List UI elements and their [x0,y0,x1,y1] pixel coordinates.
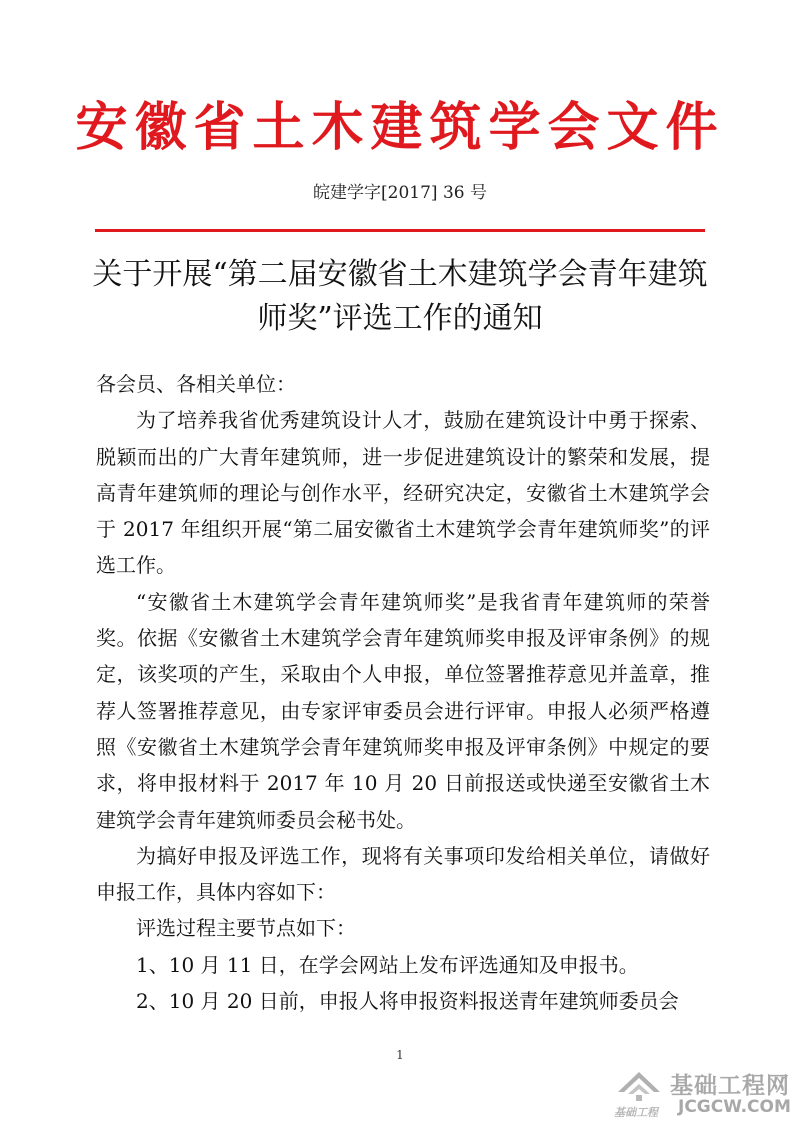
house-chevron-icon [616,1068,662,1104]
watermark-site-name: 基础工程网 [670,1073,790,1099]
masthead-title: 安徽省土木建筑学会文件 [75,98,725,158]
page-number: 1 [396,1048,404,1062]
site-watermark [608,1064,794,1124]
body-paragraph: 评选过程主要节点如下： [136,916,356,941]
notice-title: 关于开展“第二届安徽省土木建筑学会青年建筑师奖”评选工作的通知 [92,257,708,336]
watermark-url: JCGCW.COM [678,1097,791,1117]
body-paragraph: 1、10 月 11 日，在学会网站上发布评选通知及申报书。 [136,952,639,977]
watermark-script-text: 基础工程 [614,1106,658,1119]
body-paragraph: 为搞好申报及评选工作，现将有关事项印发给相关单位，请做好申报工作，具体内容如下： [96,843,710,905]
body-paragraph: “安徽省土木建筑学会青年建筑师奖”是我省青年建筑师的荣誉奖。依据《安徽省土木建筑学会青年建筑师奖申报及评审条例》的规定，该奖项的产生，采取由个人申报，单位签署推荐意见并盖章，推荐人签署推荐意见，由专家评审委员会进行评审。申报人必须严格遵照《安徽省土木建筑学会青年建筑师奖申报及评审条例》中规定的要求，将申报材料于 2017 年 10 月 20 日前报送或快递至安徽省土木建筑学会青年建筑师委员会秘书处。 [96,589,710,832]
salutation: 各会员、各相关单位： [96,372,296,396]
body-paragraph: 2、10 月 20 日前，申报人将申报资料报送青年建筑师委员会 [136,989,679,1014]
document-number: 皖建学字[2017] 36 号 [313,183,487,203]
red-divider-rule [95,229,705,232]
notice-body [96,366,710,1019]
body-paragraph: 为了培养我省优秀建筑设计人才，鼓励在建筑设计中勇于探索、脱颖而出的广大青年建筑师，进一步促进建筑设计的繁荣和发展，提高青年建筑师的理论与创作水平，经研究决定，安徽省土木建筑学会于 2017 年组织开展“第二届安徽省土木建筑学会青年建筑师奖”的评选工作。 [96,408,710,578]
